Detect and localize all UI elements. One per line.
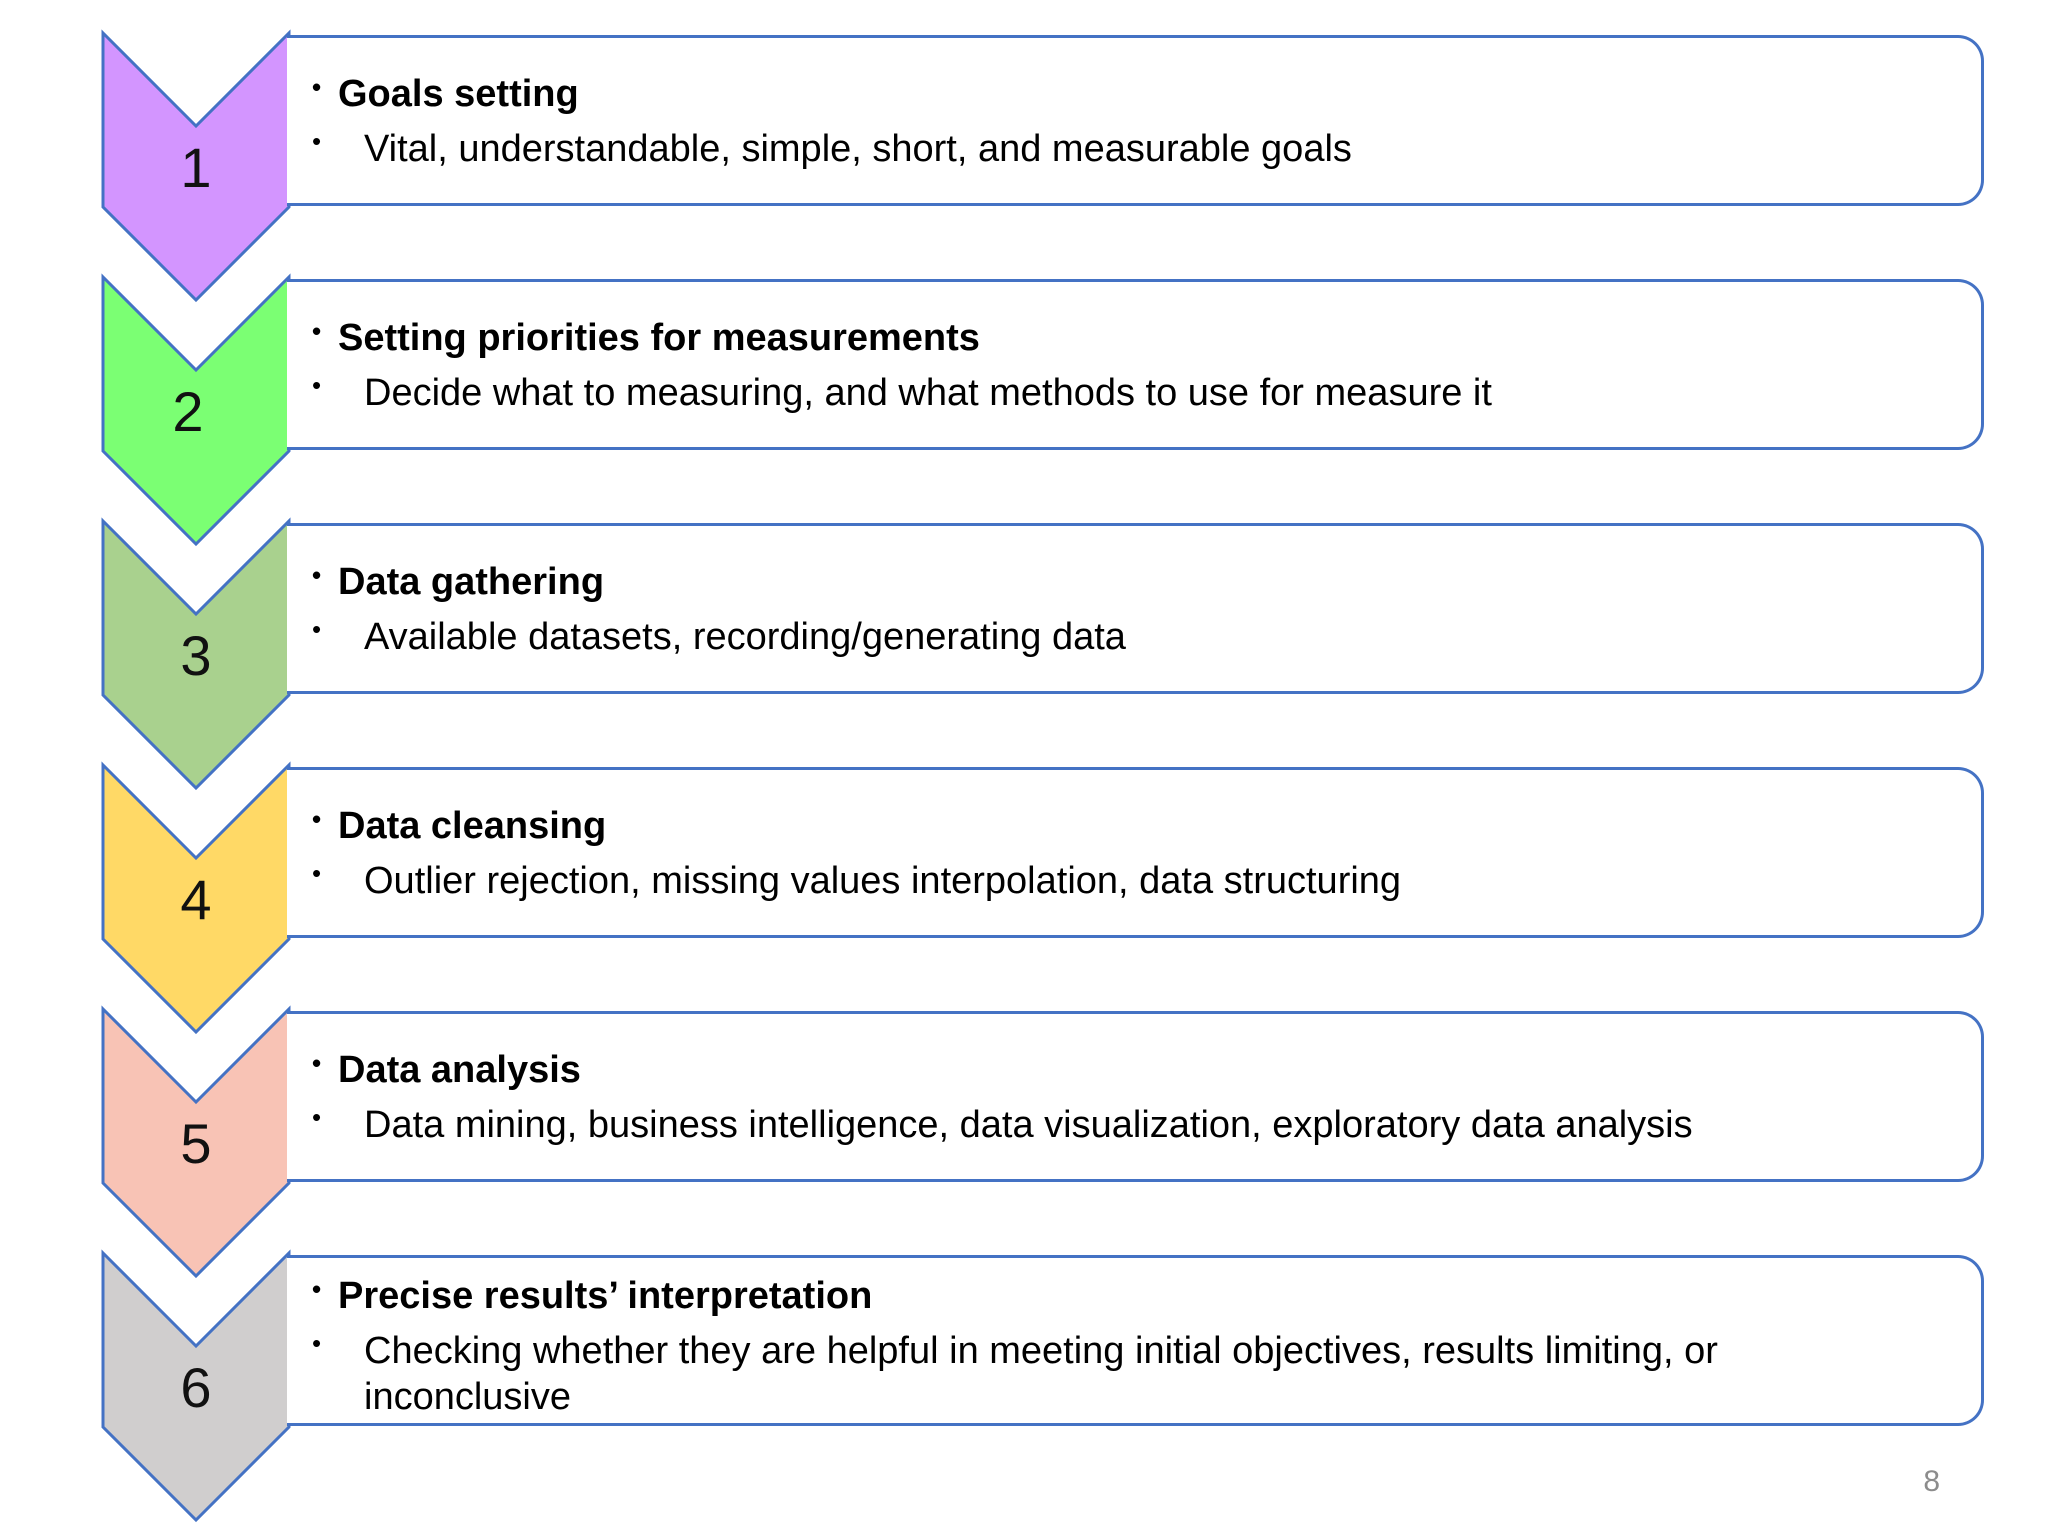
step-4-number: 4 (180, 868, 212, 931)
step-1-box (287, 35, 1984, 206)
bullet-dot: • (312, 858, 322, 888)
page-number: 8 (1923, 1465, 1940, 1498)
step-5-detail: Data mining, business intelligence, data visualization, exploratory data analysis (364, 1104, 1693, 1146)
step-3-number: 3 (180, 624, 212, 687)
step-1-detail: Vital, understandable, simple, short, and measurable goals (364, 128, 1352, 170)
step-2-detail: Decide what to measuring, and what methods to use for measure it (364, 372, 1492, 414)
bullet-dot: • (312, 1274, 322, 1304)
step-3-detail: Available datasets, recording/generating data (364, 616, 1126, 658)
step-1-title: Goals setting (338, 73, 579, 115)
bullet-dot: • (312, 560, 322, 590)
bullet-dot: • (312, 804, 322, 834)
step-4-detail: Outlier rejection, missing values interpolation, data structuring (364, 860, 1402, 902)
step-6-number: 6 (180, 1356, 212, 1419)
step-4-box (287, 767, 1984, 938)
step-4-title: Data cleansing (338, 805, 607, 847)
step-5-box (287, 1011, 1984, 1182)
step-2-box (287, 279, 1984, 450)
bullet-dot: • (312, 72, 322, 102)
bullet-dot: • (312, 1328, 322, 1358)
step-6-title: Precise results’ interpretation (338, 1275, 873, 1317)
step-1-number: 1 (180, 136, 212, 199)
step-2-title: Setting priorities for measurements (338, 317, 980, 359)
step-6-detail: Checking whether they are helpful in meeting initial objectives, results limiting, or inconclusive (364, 1330, 1718, 1418)
bullet-dot: • (312, 1048, 322, 1078)
step-6-box (287, 1255, 1984, 1426)
step-5-number: 5 (180, 1112, 212, 1175)
step-5-title: Data analysis (338, 1049, 581, 1091)
step-3-title: Data gathering (338, 561, 605, 603)
bullet-dot: • (312, 316, 322, 346)
step-2-number: 2 (172, 380, 204, 443)
bullet-dot: • (312, 614, 322, 644)
step-3-box (287, 523, 1984, 694)
bullet-dot: • (312, 370, 322, 400)
bullet-dot: • (312, 126, 322, 156)
bullet-dot: • (312, 1102, 322, 1132)
